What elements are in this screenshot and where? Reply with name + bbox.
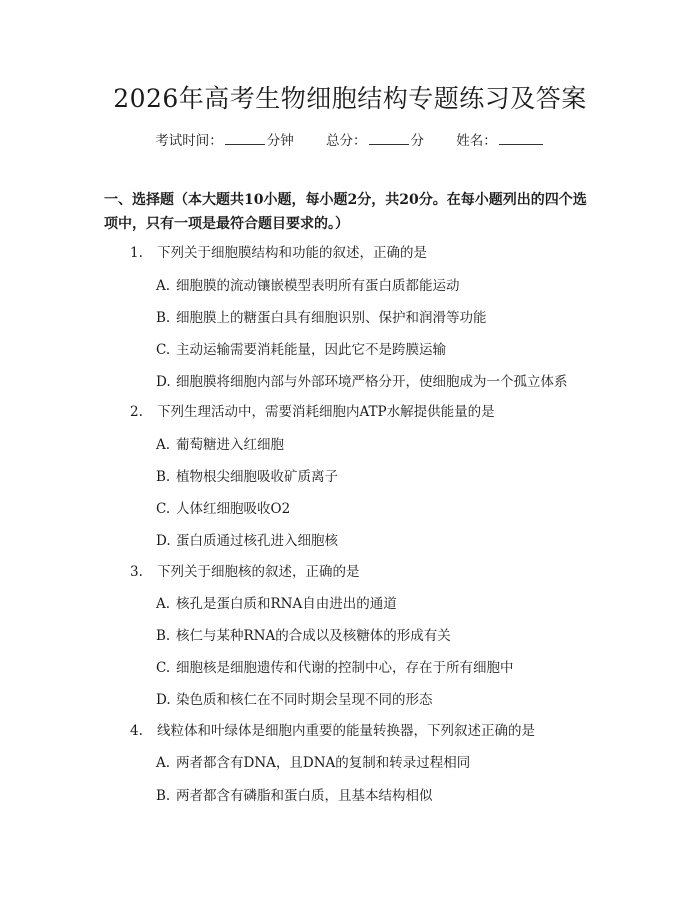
question-stem: 下列生理活动中，需要消耗细胞内ATP水解提供能量的是 [157,404,495,420]
option-4b [156,786,433,806]
option-letter: C. [156,501,171,517]
option-text: 蛋白质通过核孔进入细胞核 [176,533,338,549]
student-name-label: 姓名： [456,133,497,149]
total-score-field [326,131,424,151]
question-number: 4. [130,723,143,739]
option-1b [156,308,487,328]
option-2b [156,467,338,487]
option-1d [156,372,568,392]
option-text: 细胞膜将细胞内部与外部环境严格分开，使细胞成为一个孤立体系 [176,374,568,390]
question-stem: 线粒体和叶绿体是细胞内重要的能量转换器，下列叙述正确的是 [157,723,535,739]
option-text: 核孔是蛋白质和RNA自由进出的通道 [176,596,397,612]
option-letter: D. [156,374,171,390]
option-1c [156,340,446,360]
option-4a [156,753,470,773]
option-letter: A. [156,596,171,612]
option-text: 两者都含有磷脂和蛋白质，且基本结构相似 [176,788,433,804]
option-letter: A. [156,755,171,771]
option-text: 细胞膜的流动镶嵌模型表明所有蛋白质都能运动 [176,278,460,294]
option-letter: A. [156,437,171,453]
exam-time-blank [225,132,265,145]
exam-time-label: 考试时间： [155,133,223,149]
option-text: 两者都含有DNA，且DNA的复制和转录过程相同 [176,755,471,771]
option-3d [156,690,433,710]
option-text: 葡萄糖进入红细胞 [176,437,284,453]
section-heading: 一、选择题（本大题共10小题，每小题2分，共20分。在每小题列出的四个选项中，只有一项是最符合题目要求的。） [104,192,587,232]
question-stem: 下列关于细胞膜结构和功能的叙述，正确的是 [157,245,427,261]
option-text: 植物根尖细胞吸收矿质离子 [176,469,338,485]
option-3a [156,594,397,614]
option-text: 细胞膜上的糖蛋白具有细胞识别、保护和润滑等功能 [176,310,487,326]
option-text: 主动运输需要消耗能量，因此它不是跨膜运输 [176,342,446,358]
exam-time-field [155,131,294,151]
total-score-label: 总分： [326,133,367,149]
option-text: 人体红细胞吸收O2 [176,501,291,517]
option-letter: B. [156,469,171,485]
option-2d [156,531,338,551]
option-1a [156,276,460,296]
option-2a [156,435,284,455]
option-3b [156,626,451,646]
question-number: 3. [130,564,143,580]
option-3c [156,658,514,678]
option-letter: B. [156,788,171,804]
option-letter: B. [156,310,171,326]
option-letter: A. [156,278,171,294]
total-score-blank [369,132,409,145]
option-text: 核仁与某种RNA的合成以及核糖体的形成有关 [176,628,451,644]
option-letter: D. [156,533,171,549]
option-letter: B. [156,628,171,644]
student-name-blank [499,132,543,145]
total-score-unit: 分 [410,133,424,149]
option-letter: C. [156,342,171,358]
question-stem: 下列关于细胞核的叙述，正确的是 [157,564,360,580]
option-letter: D. [156,692,171,708]
option-text: 细胞核是细胞遗传和代谢的控制中心，存在于所有细胞中 [176,660,514,676]
option-2c [156,499,290,519]
option-text: 染色质和核仁在不同时期会呈现不同的形态 [176,692,433,708]
option-letter: C. [156,660,171,676]
question-number: 2. [130,404,143,420]
student-name-field [456,131,545,151]
exam-meta-line [0,131,700,151]
question-number: 1. [130,245,143,261]
exam-time-unit: 分钟 [266,133,294,149]
page-title: 2026年高考生物细胞结构专题练习及答案 [113,84,587,113]
